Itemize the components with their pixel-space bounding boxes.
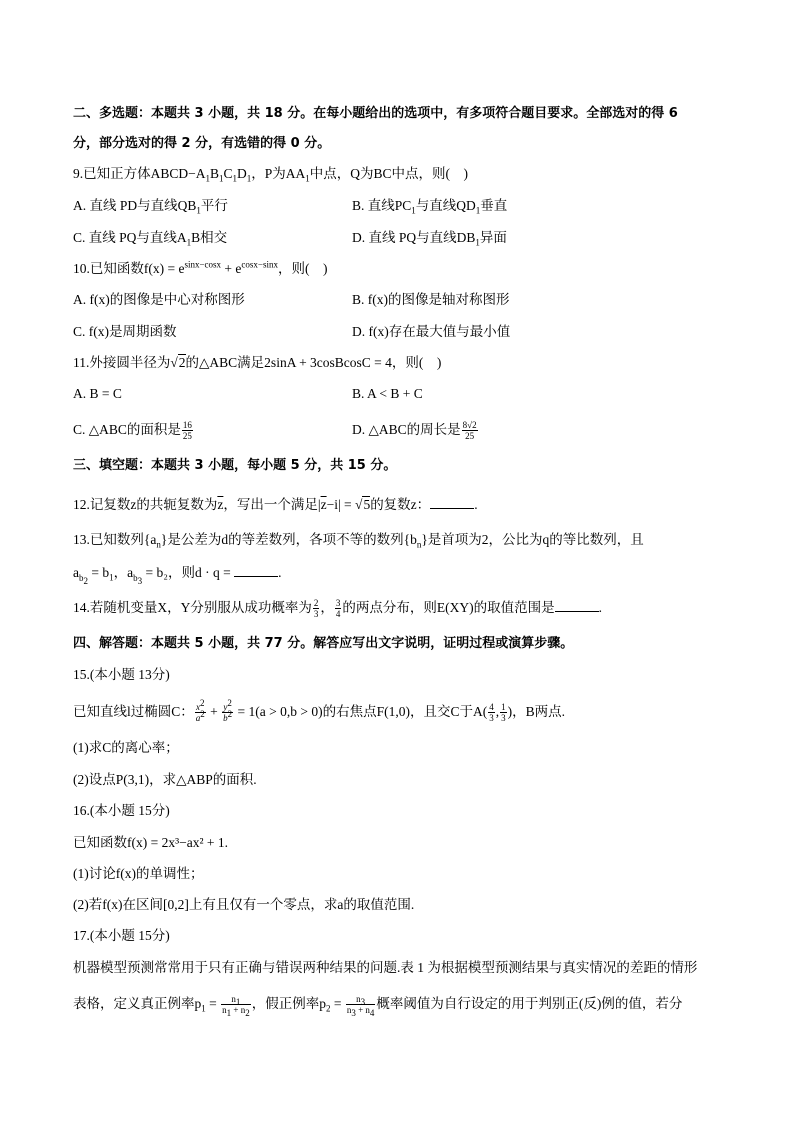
question-15-stem: 已知直线l过椭圆C： $\frac{x^2}{a^2}$ + $\frac{y^2}{b^2}$ = 1(a > 0,b > 0)的右焦点F(1,0)，且交C于A( $\frac{4}{3}$ , $\frac{1}{3}$ )，B两点. [73,698,565,724]
question-10-option-d: D. f(x)存在最大值与最小值 [352,324,511,339]
fraction: $\frac{16}{25}$ [182,420,192,442]
question-10-option-c: C. f(x)是周期函数 [73,324,177,339]
question-17-line-1: 机器模型预测常常用于只有正确与错误两种结果的问题.表 1 为根据模型预测结果与真实情况的差距的情形 [73,960,698,975]
question-14: 14.若随机变量X，Y分别服从成功概率为 $\frac{2}{3}$ ， $\frac{3}{4}$ 的两点分布，则E(XY)的取值范围是 . [73,598,602,620]
answer-blank[interactable] [430,496,474,509]
section-4-heading: 四、解答题：本题共 5 小题，共 77 分。解答应写出文字说明，证明过程或演算步骤。 [73,636,574,651]
question-9-stem: 9.已知正方体$ABCD-A_1B_1C_1D_1$，P为$AA_1$中点，Q为BC中点，则( ) [73,166,469,184]
question-13-line-2: $a_{b_2} = b_1$，$a_{b_3} = b_2$，则d · q = . [73,565,282,586]
question-15-part-1: (1)求C的离心率； [73,740,179,755]
question-16-part-1: (1)讨论f(x)的单调性； [73,866,204,881]
answer-blank[interactable] [555,599,599,612]
question-9-option-b: B. 直线$PC_1$与直线$QD_1$垂直 [352,198,508,216]
question-17-line-2: 表格，定义真正例率$p_1$ = $\frac{n_1}{n_1 + n_2}$ ，假正例率$p_2$ = $\frac{n_3}{n_3 + n_4}$ 概率阈值为自行设定的用于判别正(反)例的值，若分 [73,994,683,1019]
question-16-part-2: (2)若f(x)在区间[0,2]上有且仅有一个零点，求a的取值范围. [73,897,415,912]
fraction: $\frac{n_1}{n_1 + n_2}$ [222,994,250,1019]
answer-blank[interactable] [234,564,278,577]
question-11-option-c: C. △ABC的面积是 $\frac{16}{25}$ [73,420,192,442]
fraction: $\frac{n_3}{n_3 + n_4}$ [346,994,375,1019]
question-11-stem: 11.外接圆半径为√2的△ABC满足2sinA + 3cosBcosC = 4，则( ) [73,355,442,370]
question-10-stem: 10.已知函数$f(x) = e^{sinx-cosx} + e^{cosx-sinx}$，则( ) [73,259,328,276]
question-16-stem: 已知函数f(x) = 2x³−ax² + 1. [73,835,229,850]
section-2-heading: 二、多选题：本题共 3 小题，共 18 分。在每小题给出的选项中，有多项符合题目要求。全部选对的得 6 [73,106,678,121]
question-11-option-a: A. B = C [73,386,122,401]
question-15-title: 15.(本小题 13分) [73,667,170,682]
section-2-heading-cont: 分，部分选对的得 2 分，有选错的得 0 分。 [73,136,331,151]
question-13-line-1: 13.已知数列$\{a_n\}$是公差为d的等差数列，各项不等的数列$\{b_n\}$是首项为2，公比为q的等比数列，且 [73,532,644,550]
fraction: $\frac{3}{4}$ [335,598,341,620]
question-10-option-a: A. f(x)的图像是中心对称图形 [73,292,245,307]
question-9-option-d: D. 直线 PQ与直线$DB_1$异面 [352,230,507,248]
question-16-title: 16.(本小题 15分) [73,803,170,818]
fraction: $\frac{1}{3}$ [501,702,506,724]
fraction: $\frac{y^2}{b^2}$ [223,698,233,724]
question-15-part-2: (2)设点P(3,1)，求△ABP的面积. [73,772,257,787]
question-9-option-a: A. 直线 PD与直线$QB_1$平行 [73,198,228,216]
fraction: $\frac{x^2}{a^2}$ [195,698,205,724]
question-12: 12.记复数z的共轭复数为$\overline{z}$，写出一个满足$|\overline{z}-i| = √5$的复数z： . [73,497,478,512]
question-17-title: 17.(本小题 15分) [73,928,170,943]
question-10-option-b: B. f(x)的图像是轴对称图形 [352,292,510,307]
fraction: $\frac{2}{3}$ [313,598,319,620]
fraction: $\frac{4}{3}$ [489,702,494,724]
question-9-option-c: C. 直线 PQ与直线$A_1B$相交 [73,230,228,248]
section-3-heading: 三、填空题：本题共 3 小题，每小题 5 分，共 15 分。 [73,458,397,473]
question-11-option-b: B. A < B + C [352,386,423,401]
question-11-option-d: D. △ABC的周长是 $\frac{8√2}{25}$ [352,420,477,442]
fraction: $\frac{8√2}{25}$ [462,420,477,442]
